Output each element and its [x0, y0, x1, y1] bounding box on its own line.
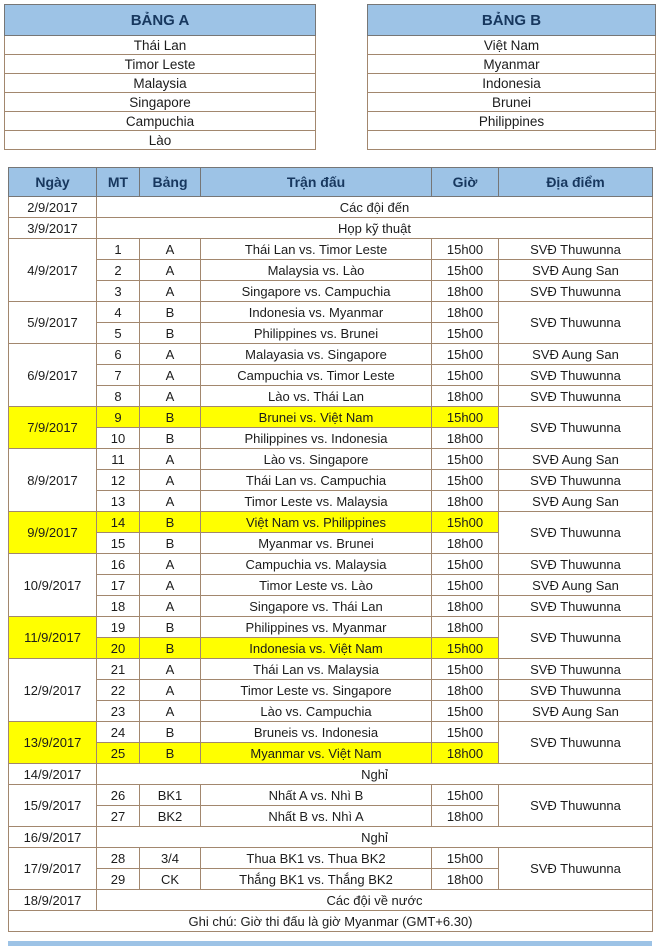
fixture-cell: Lào vs. Singapore	[201, 449, 432, 470]
column-header: Bảng	[140, 168, 201, 197]
venue-cell: SVĐ Thuwunna	[499, 281, 653, 302]
venue-cell: SVĐ Aung San	[499, 491, 653, 512]
time-cell: 15h00	[432, 785, 499, 806]
time-cell: 15h00	[432, 449, 499, 470]
column-header: Giờ	[432, 168, 499, 197]
match-row	[9, 575, 653, 596]
time-cell: 18h00	[432, 743, 499, 764]
venue-cell: SVĐ Thuwunna	[499, 239, 653, 260]
fixture-cell: Timor Leste vs. Singapore	[201, 680, 432, 701]
team-cell: Philippines	[368, 112, 656, 131]
match-no-cell: 21	[97, 659, 140, 680]
venue-cell: SVĐ Thuwunna	[499, 470, 653, 491]
match-row	[9, 281, 653, 302]
time-cell: 15h00	[432, 239, 499, 260]
group-cell: B	[140, 722, 201, 743]
match-no-cell: 3	[97, 281, 140, 302]
match-no-cell: 2	[97, 260, 140, 281]
column-header: Trận đấu	[201, 168, 432, 197]
time-cell: 15h00	[432, 554, 499, 575]
group-cell: A	[140, 659, 201, 680]
team-row	[368, 131, 656, 150]
time-cell: 18h00	[432, 806, 499, 827]
time-cell: 15h00	[432, 848, 499, 869]
column-header: Địa điểm	[499, 168, 653, 197]
group-cell: B	[140, 617, 201, 638]
venue-cell: SVĐ Aung San	[499, 575, 653, 596]
match-no-cell: 8	[97, 386, 140, 407]
group-title: BẢNG B	[368, 5, 656, 36]
venue-cell: SVĐ Thuwunna	[499, 617, 653, 659]
event-row	[9, 827, 653, 848]
time-cell: 15h00	[432, 344, 499, 365]
time-cell: 15h00	[432, 365, 499, 386]
fixture-cell: Indonesia vs. Myanmar	[201, 302, 432, 323]
venue-cell: SVĐ Thuwunna	[499, 596, 653, 617]
match-row	[9, 512, 653, 533]
match-row	[9, 848, 653, 869]
fixture-cell: Thái Lan vs. Timor Leste	[201, 239, 432, 260]
venue-cell: SVĐ Thuwunna	[499, 554, 653, 575]
match-no-cell: 10	[97, 428, 140, 449]
team-row	[368, 74, 656, 93]
time-cell: 15h00	[432, 575, 499, 596]
time-cell: 18h00	[432, 491, 499, 512]
group-cell: B	[140, 638, 201, 659]
date-cell: 10/9/2017	[9, 554, 97, 617]
fixture-cell: Timor Leste vs. Malaysia	[201, 491, 432, 512]
group-cell: A	[140, 344, 201, 365]
note-cell: Ghi chú: Giờ thi đấu là giờ Myanmar (GMT+6.30)	[9, 911, 653, 932]
team-row	[368, 112, 656, 131]
match-row	[9, 344, 653, 365]
group-cell: B	[140, 533, 201, 554]
time-cell: 18h00	[432, 617, 499, 638]
time-cell: 15h00	[432, 701, 499, 722]
match-row	[9, 386, 653, 407]
venue-cell: SVĐ Thuwunna	[499, 659, 653, 680]
team-cell: Campuchia	[5, 112, 316, 131]
date-cell: 15/9/2017	[9, 785, 97, 827]
group-cell: B	[140, 512, 201, 533]
venue-cell: SVĐ Thuwunna	[499, 386, 653, 407]
date-cell: 3/9/2017	[9, 218, 97, 239]
match-row	[9, 617, 653, 638]
group-a-table	[4, 4, 316, 150]
date-cell: 5/9/2017	[9, 302, 97, 344]
schedule-section	[8, 167, 660, 932]
fixture-cell: Nhất A vs. Nhì B	[201, 785, 432, 806]
group-cell: A	[140, 554, 201, 575]
match-row	[9, 722, 653, 743]
venue-cell: SVĐ Thuwunna	[499, 302, 653, 344]
match-no-cell: 1	[97, 239, 140, 260]
fixture-cell: Indonesia vs. Việt Nam	[201, 638, 432, 659]
group-cell: B	[140, 743, 201, 764]
group-cell: B	[140, 407, 201, 428]
match-no-cell: 24	[97, 722, 140, 743]
team-row	[368, 36, 656, 55]
group-cell: BK2	[140, 806, 201, 827]
match-row	[9, 554, 653, 575]
date-cell: 9/9/2017	[9, 512, 97, 554]
time-cell: 15h00	[432, 512, 499, 533]
time-cell: 15h00	[432, 260, 499, 281]
match-no-cell: 7	[97, 365, 140, 386]
match-row	[9, 701, 653, 722]
fixture-cell: Thắng BK1 vs. Thắng BK2	[201, 869, 432, 890]
date-cell: 6/9/2017	[9, 344, 97, 407]
group-cell: A	[140, 470, 201, 491]
note-row	[9, 911, 653, 932]
team-cell: Malaysia	[5, 74, 316, 93]
next-table-cutoff-edge	[8, 941, 652, 946]
match-no-cell: 27	[97, 806, 140, 827]
match-no-cell: 16	[97, 554, 140, 575]
team-cell: Lào	[5, 131, 316, 150]
time-cell: 15h00	[432, 659, 499, 680]
fixture-cell: Philippines vs. Brunei	[201, 323, 432, 344]
fixture-cell: Myanmar vs. Brunei	[201, 533, 432, 554]
team-cell: Brunei	[368, 93, 656, 112]
match-no-cell: 6	[97, 344, 140, 365]
venue-cell: SVĐ Aung San	[499, 344, 653, 365]
team-cell: Myanmar	[368, 55, 656, 74]
group-cell: BK1	[140, 785, 201, 806]
match-no-cell: 29	[97, 869, 140, 890]
match-no-cell: 12	[97, 470, 140, 491]
match-no-cell: 14	[97, 512, 140, 533]
group-cell: A	[140, 491, 201, 512]
team-cell: Singapore	[5, 93, 316, 112]
fixture-cell: Singapore vs. Campuchia	[201, 281, 432, 302]
fixture-cell: Philippines vs. Indonesia	[201, 428, 432, 449]
date-cell: 4/9/2017	[9, 239, 97, 302]
fixture-cell: Malaysia vs. Lào	[201, 260, 432, 281]
date-cell: 18/9/2017	[9, 890, 97, 911]
date-cell: 14/9/2017	[9, 764, 97, 785]
match-row	[9, 449, 653, 470]
team-row	[5, 36, 316, 55]
event-row	[9, 197, 653, 218]
venue-cell: SVĐ Aung San	[499, 701, 653, 722]
team-row	[5, 112, 316, 131]
match-row	[9, 470, 653, 491]
time-cell: 18h00	[432, 869, 499, 890]
fixture-cell: Thái Lan vs. Campuchia	[201, 470, 432, 491]
venue-cell: SVĐ Thuwunna	[499, 785, 653, 827]
date-cell: 11/9/2017	[9, 617, 97, 659]
match-no-cell: 25	[97, 743, 140, 764]
time-cell: 15h00	[432, 638, 499, 659]
match-row	[9, 659, 653, 680]
group-b-table	[367, 4, 656, 150]
page	[0, 4, 660, 950]
match-no-cell: 4	[97, 302, 140, 323]
match-row	[9, 239, 653, 260]
match-no-cell: 18	[97, 596, 140, 617]
match-row	[9, 407, 653, 428]
group-cell: CK	[140, 869, 201, 890]
venue-cell: SVĐ Thuwunna	[499, 722, 653, 764]
group-cell: A	[140, 239, 201, 260]
group-cell: A	[140, 575, 201, 596]
venue-cell: SVĐ Thuwunna	[499, 512, 653, 554]
fixture-cell: Thái Lan vs. Malaysia	[201, 659, 432, 680]
column-header: MT	[97, 168, 140, 197]
time-cell: 15h00	[432, 470, 499, 491]
team-row	[5, 93, 316, 112]
fixture-cell: Myanmar vs. Việt Nam	[201, 743, 432, 764]
time-cell: 18h00	[432, 386, 499, 407]
group-cell: A	[140, 386, 201, 407]
match-no-cell: 26	[97, 785, 140, 806]
match-no-cell: 19	[97, 617, 140, 638]
match-row	[9, 680, 653, 701]
venue-cell: SVĐ Thuwunna	[499, 365, 653, 386]
fixture-cell: Timor Leste vs. Lào	[201, 575, 432, 596]
match-no-cell: 11	[97, 449, 140, 470]
date-cell: 16/9/2017	[9, 827, 97, 848]
team-row	[5, 131, 316, 150]
event-row	[9, 890, 653, 911]
column-header: Ngày	[9, 168, 97, 197]
date-cell: 8/9/2017	[9, 449, 97, 512]
date-cell: 7/9/2017	[9, 407, 97, 449]
match-no-cell: 23	[97, 701, 140, 722]
group-cell: A	[140, 701, 201, 722]
fixture-cell: Nhất B vs. Nhì A	[201, 806, 432, 827]
time-cell: 15h00	[432, 407, 499, 428]
group-cell: 3/4	[140, 848, 201, 869]
fixture-cell: Bruneis vs. Indonesia	[201, 722, 432, 743]
header-row	[9, 168, 653, 197]
match-no-cell: 28	[97, 848, 140, 869]
match-row	[9, 491, 653, 512]
time-cell: 15h00	[432, 323, 499, 344]
team-cell: Thái Lan	[5, 36, 316, 55]
event-cell: Nghỉ	[97, 827, 653, 848]
match-row	[9, 260, 653, 281]
match-no-cell: 5	[97, 323, 140, 344]
fixture-cell: Brunei vs. Việt Nam	[201, 407, 432, 428]
team-row	[368, 55, 656, 74]
group-cell: A	[140, 281, 201, 302]
fixture-cell: Singapore vs. Thái Lan	[201, 596, 432, 617]
time-cell: 15h00	[432, 722, 499, 743]
venue-cell: SVĐ Aung San	[499, 260, 653, 281]
venue-cell: SVĐ Thuwunna	[499, 848, 653, 890]
date-cell: 13/9/2017	[9, 722, 97, 764]
fixture-cell: Philippines vs. Myanmar	[201, 617, 432, 638]
group-cell: A	[140, 680, 201, 701]
time-cell: 18h00	[432, 596, 499, 617]
match-no-cell: 13	[97, 491, 140, 512]
match-no-cell: 9	[97, 407, 140, 428]
fixture-cell: Campuchia vs. Malaysia	[201, 554, 432, 575]
match-row	[9, 785, 653, 806]
match-row	[9, 596, 653, 617]
group-cell: A	[140, 365, 201, 386]
time-cell: 18h00	[432, 680, 499, 701]
date-cell: 2/9/2017	[9, 197, 97, 218]
team-cell: Timor Leste	[5, 55, 316, 74]
venue-cell: SVĐ Thuwunna	[499, 407, 653, 449]
time-cell: 18h00	[432, 428, 499, 449]
group-cell: B	[140, 428, 201, 449]
group-cell: A	[140, 596, 201, 617]
event-cell: Các đội đến	[97, 197, 653, 218]
event-row	[9, 218, 653, 239]
team-cell: Việt Nam	[368, 36, 656, 55]
team-row	[368, 93, 656, 112]
fixture-cell: Malayasia vs. Singapore	[201, 344, 432, 365]
event-cell: Nghỉ	[97, 764, 653, 785]
time-cell: 18h00	[432, 533, 499, 554]
fixture-cell: Lào vs. Campuchia	[201, 701, 432, 722]
match-row	[9, 365, 653, 386]
venue-cell: SVĐ Thuwunna	[499, 680, 653, 701]
team-cell	[368, 131, 656, 150]
team-row	[5, 55, 316, 74]
group-title: BẢNG A	[5, 5, 316, 36]
group-cell: B	[140, 323, 201, 344]
fixture-cell: Lào vs. Thái Lan	[201, 386, 432, 407]
match-no-cell: 20	[97, 638, 140, 659]
match-row	[9, 302, 653, 323]
date-cell: 12/9/2017	[9, 659, 97, 722]
time-cell: 18h00	[432, 302, 499, 323]
schedule-table	[8, 167, 653, 932]
group-cell: A	[140, 449, 201, 470]
match-no-cell: 22	[97, 680, 140, 701]
team-row	[5, 74, 316, 93]
time-cell: 18h00	[432, 281, 499, 302]
event-row	[9, 764, 653, 785]
group-tables-row	[4, 4, 660, 150]
match-no-cell: 17	[97, 575, 140, 596]
event-cell: Họp kỹ thuật	[97, 218, 653, 239]
venue-cell: SVĐ Aung San	[499, 449, 653, 470]
fixture-cell: Campuchia vs. Timor Leste	[201, 365, 432, 386]
group-cell: B	[140, 302, 201, 323]
fixture-cell: Việt Nam vs. Philippines	[201, 512, 432, 533]
team-cell: Indonesia	[368, 74, 656, 93]
group-cell: A	[140, 260, 201, 281]
fixture-cell: Thua BK1 vs. Thua BK2	[201, 848, 432, 869]
event-cell: Các đội về nước	[97, 890, 653, 911]
match-no-cell: 15	[97, 533, 140, 554]
date-cell: 17/9/2017	[9, 848, 97, 890]
